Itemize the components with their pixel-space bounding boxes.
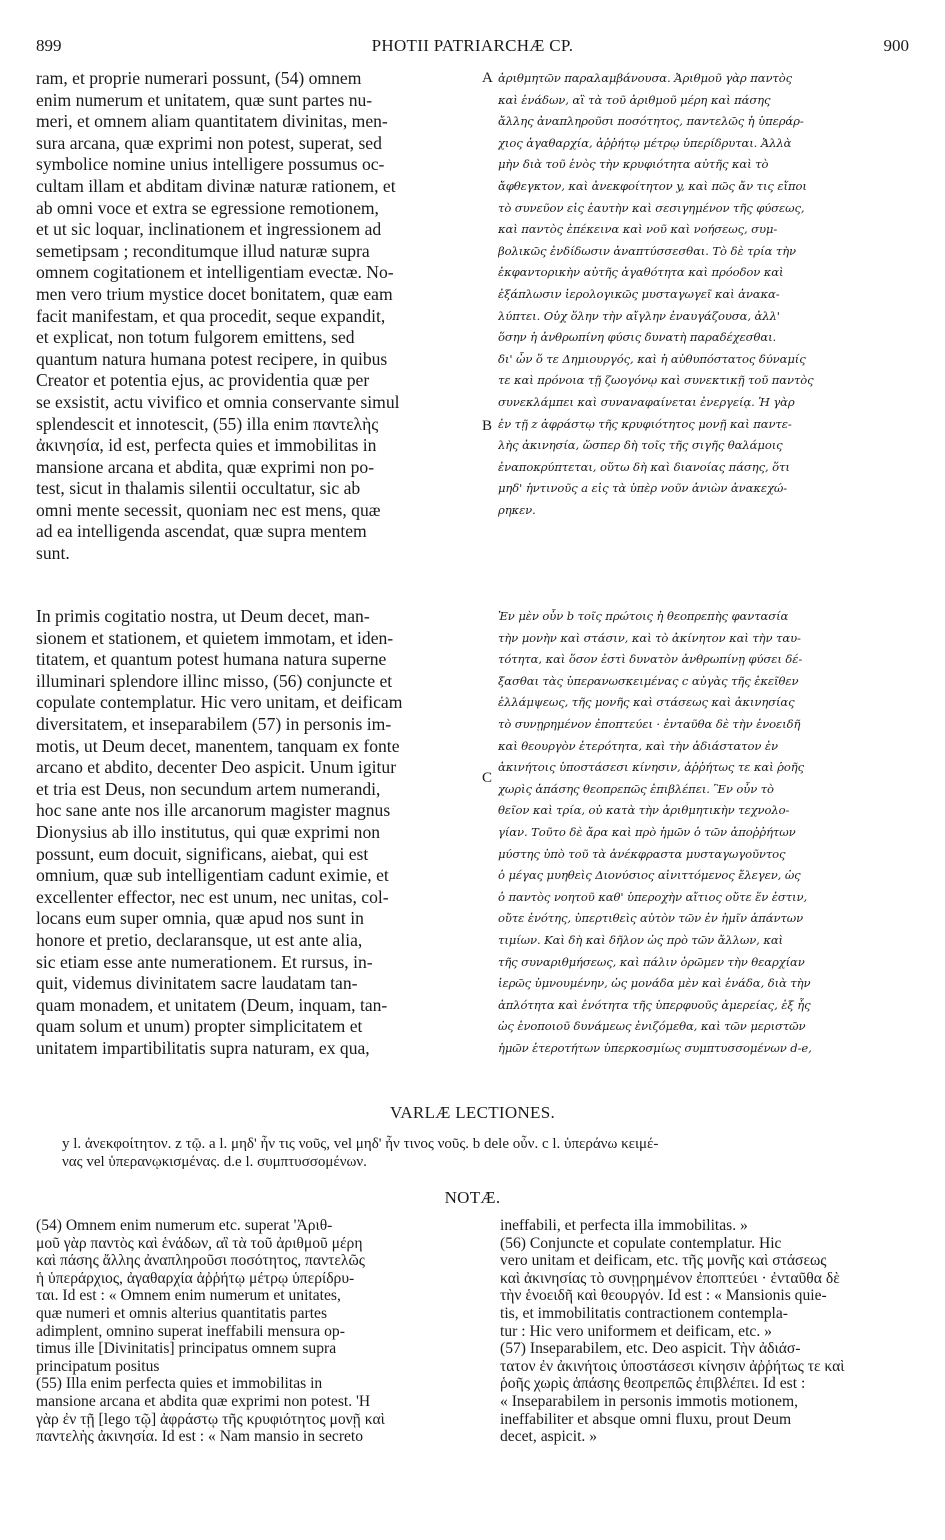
text-line: ἄλλης ἀναπληροῦσι ποσότητος, παντελῶς ἡ ὑπεράρ- [498, 114, 804, 129]
text-line: cultam illam et abditam divinæ naturæ rationem, et [36, 175, 396, 196]
text-line: δι' ὧν ὅ τε Δημιουργός, καὶ ἡ αὐθυπόστατος δύναμίς [498, 351, 806, 366]
text-line: « Inseparabilem in personis immotis motionem, [500, 1392, 798, 1410]
text-line: diversitatem, et inseparabilem (57) in personis im- [36, 713, 392, 734]
text-line: μὴν διὰ τοῦ ἑνὸς τὴν κρυφιότητα αὐτῆς καὶ τὸ [498, 157, 769, 172]
text-line: καὶ θεουργὸν ἑτερότητα, καὶ τὴν ἀδιάστατον ἐν [498, 738, 778, 753]
text-line: ῥοῆς χωρὶς ἁπάσης θεοπρεπῶς ἐπιβλέπει. Id est : [500, 1375, 806, 1393]
text-line: ξασθαι τὰς ὑπερανωσκειμένας c αὐγὰς τῆς ἐκεῖθεν [498, 673, 799, 688]
text-line: ἐκφαντορικὴν αὐτῆς ἀγαθότητα καὶ πρόοδον καὶ [498, 265, 784, 280]
text-line: omnem cogitationem et intelligentiam evectæ. No- [36, 262, 394, 283]
text-line: timus ille [Divinitatis] principatus omnem supra [36, 1340, 337, 1358]
text-line: καὶ πάσης ἄλλης ἀναπληροῦσι ποσότητος, παντελῶς [36, 1252, 365, 1270]
text-line: excellenter effector, nec est unum, nec unitas, col- [36, 886, 389, 907]
latin-column-bottom [36, 606, 482, 1059]
text-line: θεῖον καὶ τρία, οὐ κατὰ τὴν ἀριθμητικὴν τεχνολο- [498, 803, 790, 818]
text-line: τὸ συνεῦον εἰς ἑαυτὴν καὶ σεσιγημένον τῆς φύσεως, [498, 200, 805, 215]
text-line: ται. Id est : « Omnem enim numerum et unitates, [36, 1287, 341, 1305]
notes-column-right [500, 1217, 912, 1446]
text-line: possunt, eum docuit, significans, aiebat, qui est [36, 843, 369, 864]
greek-column-top [498, 68, 910, 521]
text-line: sic etiam esse ante numerationem. Et rursus, in- [36, 951, 373, 972]
text-line: ἀριθμητῶν παραλαμβάνουσα. Ἀριθμοῦ γὰρ παντὸς [498, 71, 792, 85]
text-line: In primis cogitatio nostra, ut Deum decet, man- [36, 606, 370, 626]
text-line: τε καὶ πρόνοια τῇ ζωογόνῳ καὶ συνεκτικῇ τοῦ παντὸς [498, 373, 814, 388]
page-number-right: 900 [883, 36, 909, 55]
text-line: νας vel ὑπερανῳκισμένας. d.e l. συμπτυσσομένων. [62, 1154, 367, 1170]
text-line: vero unitam et deificam, etc. τῆς μονῆς καὶ στάσεως [500, 1252, 827, 1270]
text-line: οὔτε ἑνότης, ὑπερτιθεὶς αὐτὸν τῶν ἐν ἡμῖν ἁπάντων [498, 911, 804, 926]
variae-lectiones-title: VARLÆ LECTIONES. [389, 1103, 556, 1122]
notes-column-left [36, 1217, 476, 1446]
text-line: Ἐν μὲν οὖν b τοῖς πρώτοις ἡ θεοπρεπὴς φαντασία [498, 609, 789, 623]
text-line: τὴν ἑνοειδῆ καὶ θεουργόν. Id est : « Mansionis quie- [500, 1287, 827, 1305]
text-line: παντελὴς ἀκινησία. Id est : « Nam mansio in secreto [36, 1428, 364, 1446]
text-line: honore et pretio, declaransque, ut est ante alia, [36, 929, 363, 950]
text-line: συνεκλάμπει καὶ συναναφαίνεται ἐνεργείᾳ. Ἡ γὰρ [498, 394, 795, 409]
text-line: λύπτει. Οὐχ ὅλην τὴν αἴγλην ἐναυγάζουσα, ἀλλ' [498, 308, 780, 323]
text-line: ad ea intelligenda ascendat, quæ supra mentem [36, 521, 367, 542]
margin-marker-a: A [482, 70, 493, 86]
text-line: ὡς ἑνοποιοῦ δυνάμεως ἑνιζόμεθα, καὶ τῶν μεριστῶν [498, 1019, 806, 1034]
text-line: meri, et omnem aliam quantitatem divinitas, men- [36, 111, 388, 132]
text-line: καὶ παντὸς ἐπέκεινα καὶ νοῦ καὶ νοήσεως, συμ- [498, 222, 778, 237]
text-line: χιος ἀγαθαρχία, ἀῤῥήτῳ μέτρῳ ὑπερίδρυται. Ἀλλὰ [498, 135, 792, 150]
text-line: ἐναποκρύπτεται, οὕτω δὴ καὶ διανοίας πάσης, ὅτι [498, 459, 790, 474]
text-line: τὴν μονὴν καὶ στάσιν, καὶ τὸ ἀκίνητον καὶ τὴν ταυ- [498, 630, 801, 645]
text-line: et ut sic loquar, inclinationem et ingressionem ad [36, 219, 382, 240]
text-line: quam monadem, et unitatem (Deum, inquam, tan- [36, 994, 388, 1015]
text-line: sura arcana, quæ exprimi non potest, superat, sed [36, 132, 382, 153]
text-line: y l. ἀνεκφοίτητον. z τῷ. a l. μηδ' ἦν τις νοῦς, vel μηδ' ἦν τινος νοῦς. b dele οὖν. c l. ὑπεράνω κειμέ- [62, 1136, 659, 1152]
text-line: se exsistit, actu vivifico et omnia conservante simul [36, 391, 400, 412]
text-line: hoc sane ante nos ille arcanorum magister magnus [36, 800, 391, 821]
text-line: τιμίων. Καὶ δὴ καὶ δῆλον ὡς πρὸ τῶν ἄλλων, καὶ [498, 932, 784, 947]
text-line: ἁπλότητα καὶ ἑνότητα τῆς ὑπερφυοῦς ἀμερείας, ἐξ ἧς [498, 997, 811, 1012]
text-line: ὁ μέγας μυηθεὶς Διονύσιος αἰνιττόμενος ἔλεγεν, ὡς [498, 868, 801, 883]
text-line: ἐξάπλωσιν ἱερολογικῶς μυσταγωγεῖ καὶ ἀνακα- [498, 286, 780, 301]
text-line: quam solum et unum) propter simplicitatem et [36, 1016, 363, 1037]
text-line: τότητα, καὶ ὅσον ἐστὶ δυνατὸν ἀνθρωπίνῃ φύσει δέ- [498, 652, 803, 667]
text-line: μοῦ γὰρ παντὸς καὶ ἑνάδων, αἳ τὰ τοῦ ἀριθμοῦ μέρη [36, 1234, 363, 1252]
text-line: tur : Hic vero uniformem et deificam, etc. » [500, 1322, 772, 1340]
text-line: βολικῶς ἐνδίδωσιν ἀναπτύσσεσθαι. Τὸ δὲ τρία τὴν [498, 243, 796, 258]
page-header [36, 36, 909, 58]
text-line: ineffabiliter et absque omni fluxu, prout Deum [500, 1410, 792, 1428]
text-line: Creator et potentia ejus, ac providentia quæ per [36, 370, 370, 391]
text-line: τῆς συναριθμήσεως, καὶ πάλιν ὁρῶμεν τὴν θεαρχίαν [498, 954, 805, 969]
text-line: (56) Conjuncte et copulate contemplatur. Hic [500, 1234, 782, 1252]
text-line: ἄφθεγκτον, καὶ ἀνεκφοίτητον y, καὶ πῶς ἄν τις εἴποι [498, 178, 807, 193]
text-line: men vero trium mystice docet bonitatem, quæ eam [36, 283, 393, 304]
margin-marker-b: B [482, 418, 493, 434]
text-line: ρηκεν. [498, 502, 536, 517]
text-line: (54) Omnem enim numerum etc. superat 'Ἀριθ- [36, 1217, 333, 1234]
text-line: λὴς ἀκινησία, ὥσπερ δὴ τοῖς τῆς σιγῆς θαλάμοις [498, 438, 783, 453]
text-line: illuminari splendore illinc misso, (56) conjuncte et [36, 670, 393, 691]
greek-column-bottom [498, 606, 910, 1059]
text-line: (55) Illa enim perfecta quies et immobilitas in [36, 1375, 323, 1393]
text-line: et explicat, non totum fulgorem emittens, sed [36, 327, 355, 348]
text-line: χωρὶς ἁπάσης θεοπρεπῶς ἐπιβλέπει. Ἓν οὖν τὸ [498, 781, 774, 796]
text-line: motis, ut Deum decet, manentem, tanquam ex fonte [36, 735, 400, 756]
text-line: ἱερῶς ὑμνουμένην, ὡς μονάδα μὲν καὶ ἑνάδα, διὰ τὴν [498, 976, 811, 991]
text-line: ἐν τῇ z ἀφράστῳ τῆς κρυφιότητος μονῇ καὶ παντε- [498, 416, 792, 431]
text-line: enim numerum et unitatem, quæ sunt partes nu- [36, 89, 373, 110]
text-line: καὶ ἀκινησίας τὸ συνῃρημένον ἐποπτεύει · ἐνταῦθα δὲ [500, 1269, 840, 1287]
text-line: quæ numeri et omnis alterius quantitatis partes [36, 1304, 328, 1322]
text-line: semetipsam ; reconditumque illud naturæ supra [36, 240, 370, 261]
text-line: ὁ παντὸς νοητοῦ καθ' ὑπεροχὴν αἴτιος οὔτε ἕν ἐστιν, [498, 889, 808, 904]
text-line: quantum natura humana potest recipere, in quibus [36, 348, 388, 369]
text-line: mansione arcana et abdita quæ exprimi non potest. 'Η [36, 1392, 371, 1410]
variae-lectiones [62, 1135, 922, 1171]
text-line: ὅσην ἡ ἀνθρωπίνη φύσις δυνατὴ παραδέχεσθαι. [498, 330, 777, 345]
text-line: quit, videmus divinitatem sacre laudatam tan- [36, 973, 358, 994]
text-line: καὶ ἑνάδων, αἳ τὰ τοῦ ἀριθμοῦ μέρη καὶ πάσης [498, 92, 771, 107]
text-line: ineffabili, et perfecta illa immobilitas. » [500, 1217, 748, 1234]
latin-column-top [36, 68, 482, 565]
notae-title: NOTÆ. [444, 1188, 501, 1207]
text-line: sunt. [36, 543, 70, 564]
text-line: μύστης ὑπὸ τοῦ τὰ ἀνέκφραστα μυσταγωγοῦντος [498, 846, 786, 861]
text-line: ἀκινήτοις ὑποστάσεσι κίνησιν, ἀῤῥήτως τε καὶ ῥοῆς [498, 760, 804, 775]
text-line: γίαν. Τοῦτο δὲ ἄρα καὶ πρὸ ἡμῶν ὁ τῶν ἀποῤῥήτων [498, 824, 796, 839]
text-line: arcano et abdito, decenter Deo aspicit. Unum igitur [36, 757, 397, 778]
text-line: test, sicut in thalamis silentii occultatur, sic ab [36, 478, 361, 499]
text-line: adimplent, omnino superat ineffabili mensura op- [36, 1322, 345, 1340]
text-line: omni mente secessit, quoniam nec est mens, quæ [36, 499, 381, 520]
text-line: ἡμῶν ἑτεροτήτων ὑπερκοσμίως συμπτυσσομένων d-e, [498, 1040, 812, 1055]
text-line: unitatem impartibilitatis supra naturam, ex qua, [36, 1037, 370, 1058]
text-line: (57) Inseparabilem, etc. Deo aspicit. Τὴν ἀδιάσ- [500, 1340, 801, 1358]
text-line: sionem et stationem, et quietem immotam, et iden- [36, 627, 394, 648]
running-title: PHOTII PATRIARCHÆ CP. [371, 36, 574, 55]
text-line: τὸ συνῃρημένον ἐποπτεύει · ἐνταῦθα δὲ τὴν ἑνοειδῆ [498, 716, 801, 731]
text-line: Dionysius ab illo institutus, qui quæ exprimi non [36, 821, 381, 842]
text-line: ram, et proprie numerari possunt, (54) omnem [36, 68, 362, 88]
text-line: ἡ ὑπεράρχιος, ἀγαθαρχία ἀῤῥήτῳ μέτρῳ ὑπερίδρυ- [36, 1269, 355, 1287]
text-line: mansione arcana et abdita, quæ exprimi non po- [36, 456, 375, 477]
text-line: τατον ἐν ἀκινήτοις ὑποστάσεσι κίνησιν ἀῤῥήτως τε καὶ [500, 1357, 845, 1375]
text-line: tis, et immobilitatis contractionem contempla- [500, 1304, 788, 1322]
text-line: splendescit et innotescit, (55) illa enim παντελὴς [36, 413, 379, 434]
text-line: facit manifestam, et qua procedit, seque expandit, [36, 305, 386, 326]
text-line: copulate contemplatur. Hic vero unitam, et deificam [36, 692, 403, 713]
text-line: ἐλλάμψεως, τῆς μονῆς καὶ στάσεως καὶ ἀκινησίας [498, 695, 795, 710]
margin-marker-c: C [482, 770, 493, 786]
text-line: ἀκινησία, id est, perfecta quies et immobilitas in [36, 435, 377, 456]
text-line: symbolice nomine unius intelligere possumus oc- [36, 154, 385, 175]
text-line: principatum positus [36, 1357, 160, 1375]
text-line: γὰρ ἐν τῇ [lego τῷ] ἀφράστῳ τῆς κρυφιότητος μονῇ καὶ [36, 1410, 385, 1428]
text-line: et tria est Deus, non secundum artem numerandi, [36, 778, 381, 799]
text-line: decet, aspicit. » [500, 1428, 597, 1446]
text-line: μηδ' ἡντινοῦς a εἰς τὰ ὑπὲρ νοῦν ἀνιὼν ἀνακεχώ- [498, 481, 788, 496]
text-line: locans eum super omnia, quæ apud nos sunt in [36, 908, 364, 929]
text-line: omnium, quæ sub intelligentiam cadunt eximie, et [36, 865, 389, 886]
page-number-left: 899 [36, 36, 62, 55]
text-line: titatem, et quantum potest humana natura superne [36, 649, 387, 670]
text-line: ab omni voce et extra se egressione remotionem, [36, 197, 379, 218]
